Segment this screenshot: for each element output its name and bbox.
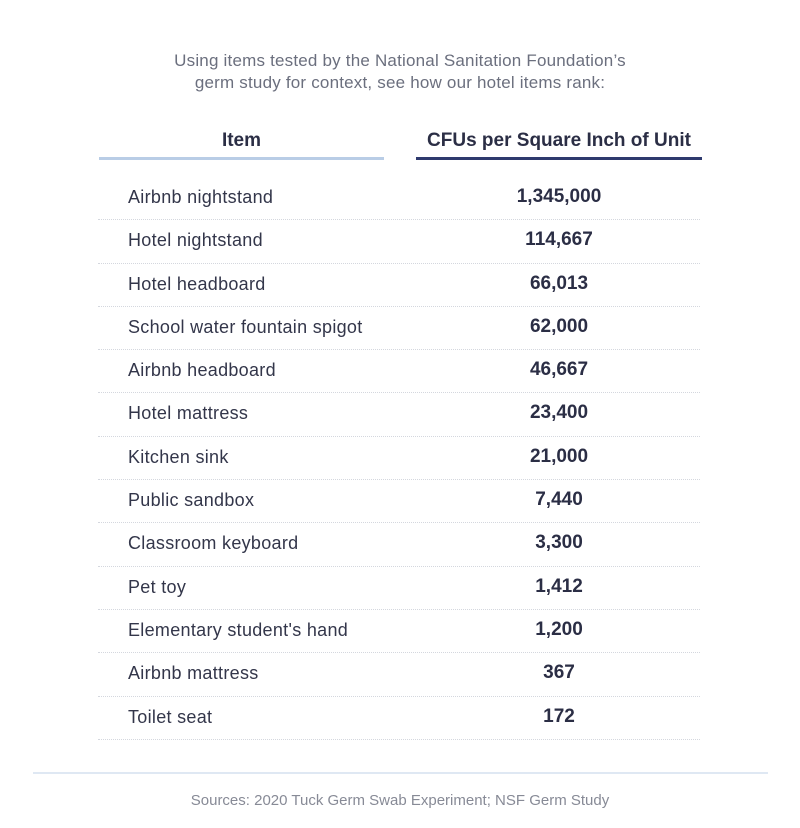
table-row: [98, 177, 700, 220]
row-cfu-value: 114,667: [525, 229, 593, 251]
table-row: [98, 220, 700, 263]
footer-divider: [33, 772, 768, 774]
row-item-label: School water fountain spigot: [128, 316, 363, 337]
row-item-label: Airbnb headboard: [128, 360, 276, 381]
subtitle: [0, 50, 800, 94]
table-row: [98, 307, 700, 350]
row-cfu-value: 23,400: [529, 402, 589, 424]
column-header-item: Item: [99, 128, 384, 160]
table-row: [98, 653, 700, 696]
row-cfu-value: 62,000: [529, 315, 589, 337]
table-row: [98, 480, 700, 523]
table-row: [98, 350, 700, 393]
row-cfu-value: 1,200: [535, 618, 583, 640]
row-cfu-value: 7,440: [535, 489, 583, 511]
row-item-label: Kitchen sink: [128, 446, 229, 467]
row-cfu-value: 3,300: [535, 532, 583, 554]
table-row: [98, 437, 700, 480]
subtitle-line-2: germ study for context, see how our hotel items rank:: [194, 73, 606, 92]
column-header-cfus: CFUs per Square Inch of Unit: [416, 128, 702, 160]
row-item-label: Hotel nightstand: [128, 230, 263, 251]
table-row: [98, 610, 700, 653]
row-item-label: Toilet seat: [128, 706, 213, 727]
germ-table: [98, 177, 700, 740]
table-row: [98, 264, 700, 307]
row-cfu-value: 172: [543, 705, 575, 727]
row-cfu-value: 1,412: [535, 575, 583, 597]
row-item-label: Hotel headboard: [128, 273, 266, 294]
row-item-label: Hotel mattress: [128, 403, 249, 424]
row-cfu-value: 46,667: [529, 359, 589, 381]
row-item-label: Airbnb mattress: [128, 663, 259, 684]
subtitle-line-1: Using items tested by the National Sanitation Foundation’s: [174, 51, 626, 70]
table-row: [98, 697, 700, 740]
row-item-label: Classroom keyboard: [128, 533, 299, 554]
row-item-label: Elementary student's hand: [128, 619, 349, 640]
source-note: Sources: 2020 Tuck Germ Swab Experiment; NSF Germ Study: [190, 792, 610, 809]
row-cfu-value: 1,345,000: [516, 186, 602, 207]
row-cfu-value: 367: [543, 662, 575, 684]
row-cfu-value: 21,000: [529, 445, 589, 467]
row-cfu-value: 66,013: [529, 272, 589, 294]
row-item-label: Public sandbox: [128, 490, 255, 511]
table-row: [98, 523, 700, 566]
row-item-label: Pet toy: [128, 576, 187, 597]
table-row: [98, 393, 700, 436]
row-item-label: Airbnb nightstand: [128, 187, 274, 207]
table-row: [98, 567, 700, 610]
